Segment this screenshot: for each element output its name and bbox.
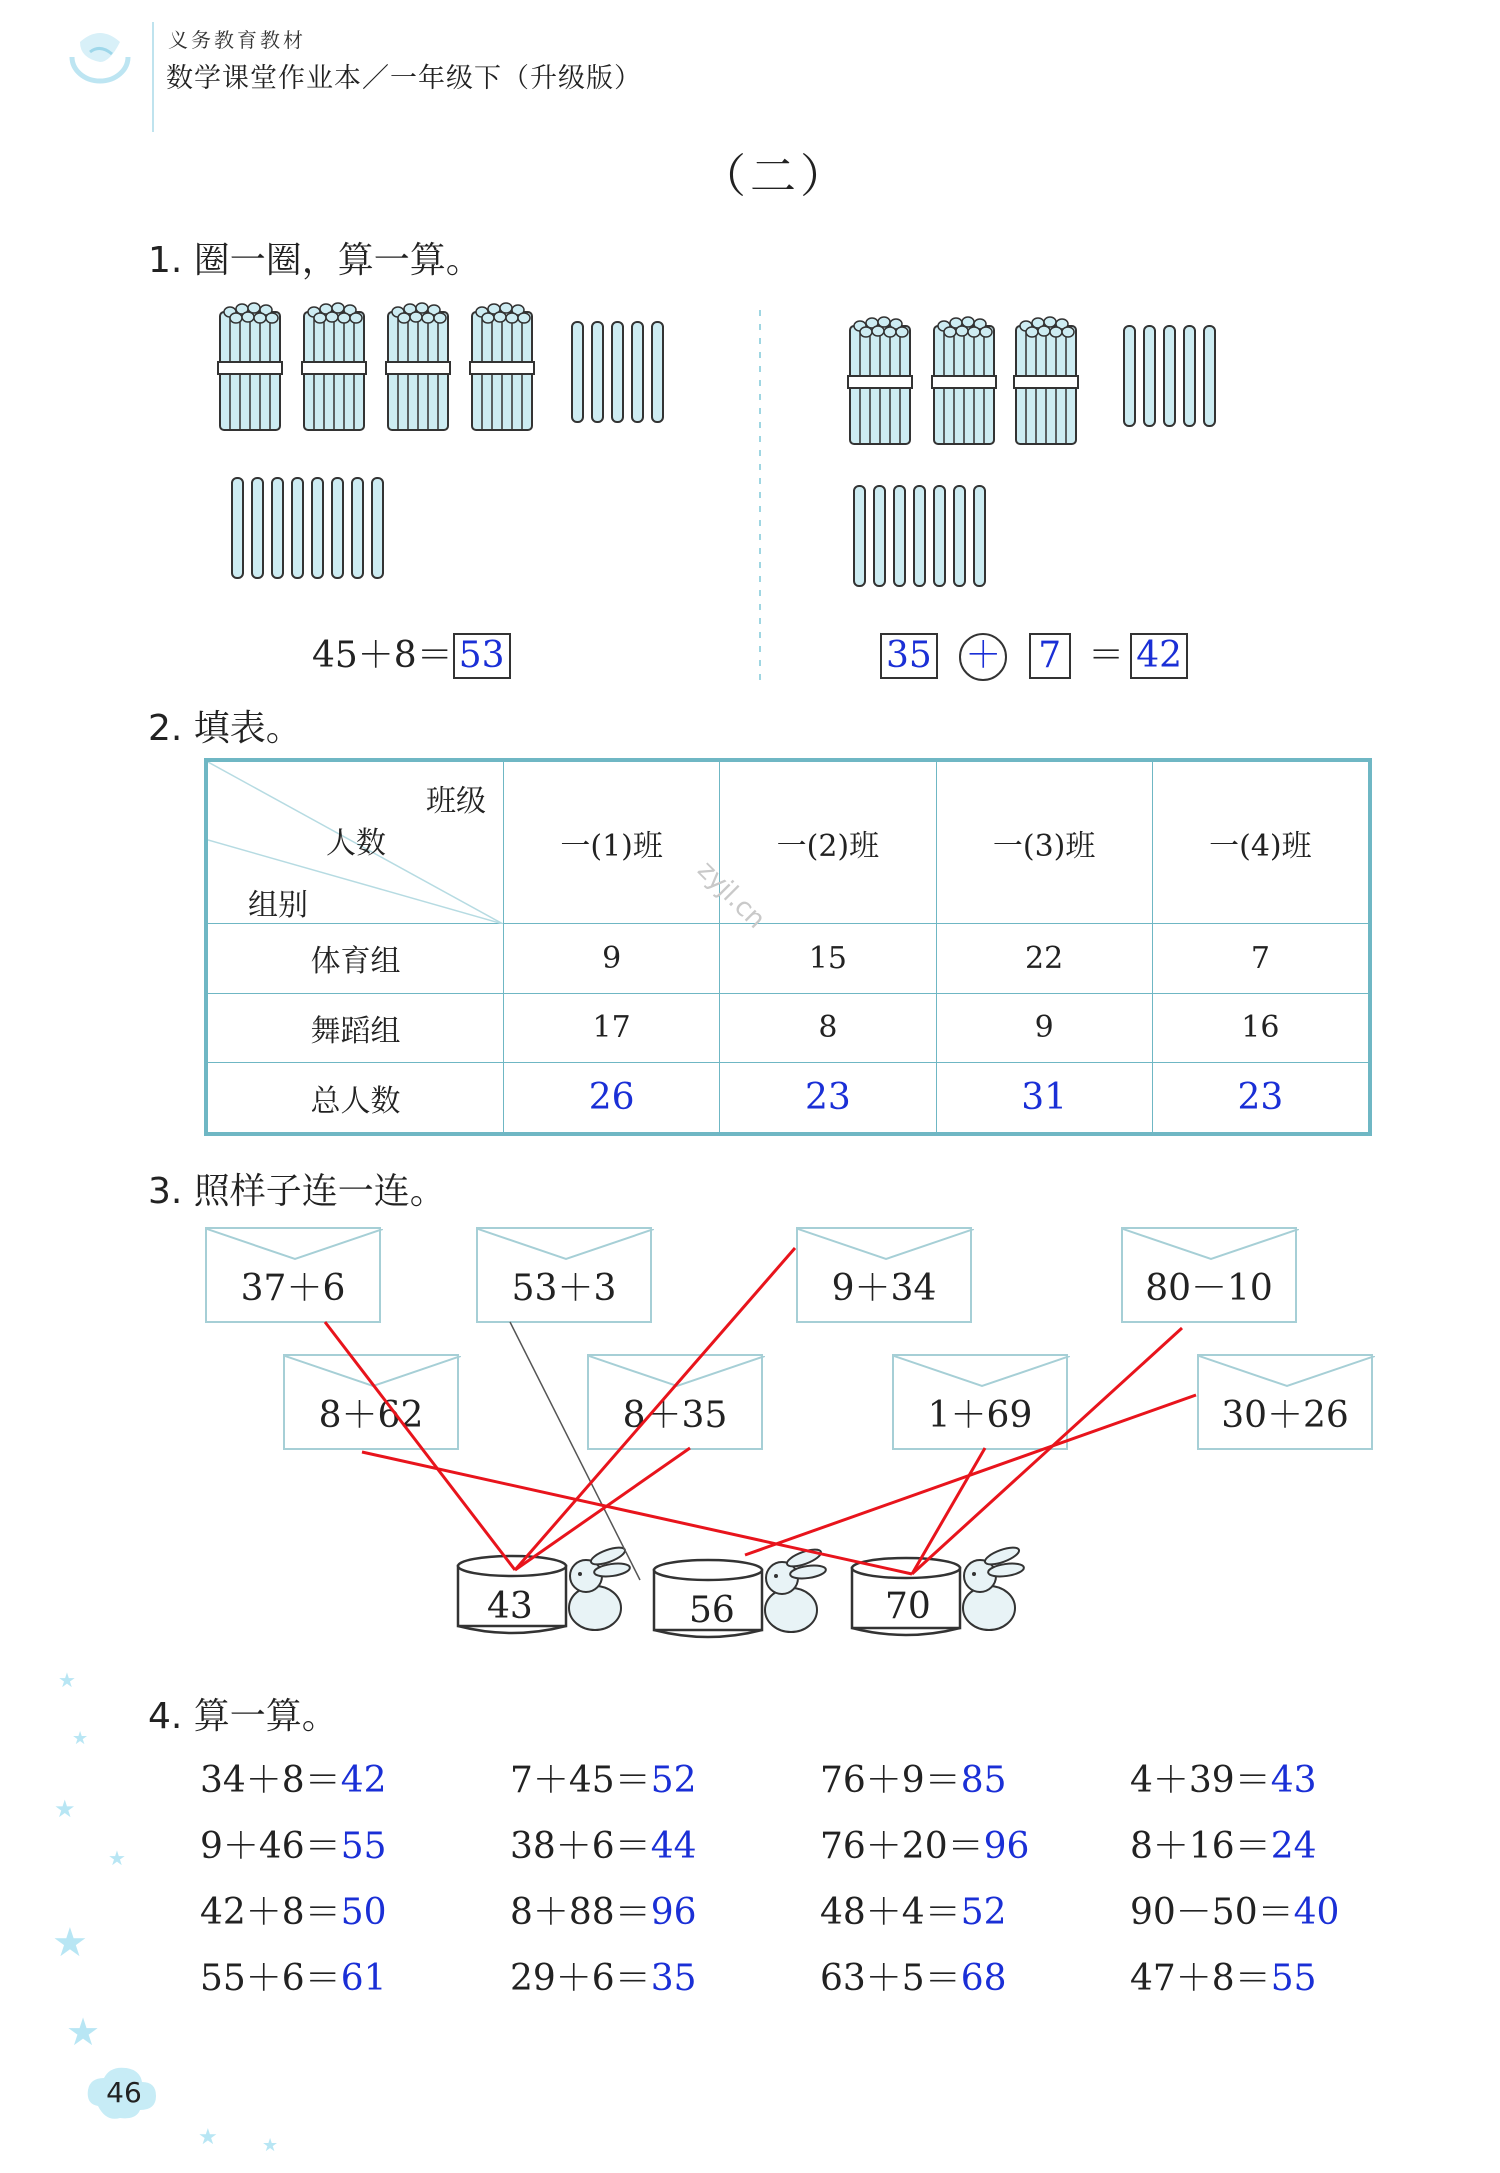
q4-item: [200, 1950, 387, 2001]
star-icon: ★: [52, 1920, 88, 1966]
q4-expr: 76＋9＝: [820, 1760, 961, 1801]
q1-right-addend-b: 7: [1029, 633, 1071, 679]
q3-drum-label: 56: [689, 1590, 735, 1631]
q2-col-header: 一(4)班: [1152, 762, 1368, 924]
q1-right-equals: ＝: [1088, 635, 1125, 676]
q4-answer: 96: [983, 1826, 1030, 1867]
q4-answer: 43: [1270, 1760, 1317, 1801]
q4-expr: 34＋8＝: [200, 1760, 341, 1801]
q4-item: [1130, 1752, 1317, 1803]
q1-left-answer-box: 53: [453, 633, 511, 679]
q3-title: 3. 照样子连一连。: [148, 1171, 446, 1212]
header-series: 义务教育教材: [168, 28, 306, 52]
q3-envelope-label: 80－10: [1145, 1268, 1273, 1309]
q1-title: 1. 圈一圈，算一算。: [148, 240, 482, 281]
q3-envelope-label: 8＋62: [318, 1395, 424, 1436]
q4-answer: 96: [650, 1892, 697, 1933]
q2-col-header: 一(3)班: [936, 762, 1152, 924]
q3-envelope-label: 30＋26: [1221, 1395, 1349, 1436]
q1-left-expression: 45＋8＝: [312, 635, 453, 676]
q4-item: [510, 1884, 697, 1935]
q4-item: [200, 1752, 387, 1803]
q2-cell: 9: [504, 924, 720, 994]
q3-envelope-label: 53＋3: [511, 1268, 617, 1309]
q2-col-header: 一(1)班: [504, 762, 720, 924]
q4-answer: 35: [650, 1958, 697, 1999]
header-title: 数学课堂作业本／一年级下（升级版）: [166, 63, 642, 94]
q2-row-label: 舞蹈组: [208, 993, 504, 1063]
q2-corner-class: 班级: [426, 784, 486, 819]
star-icon: ★: [72, 1728, 89, 1749]
star-icon: ★: [108, 1846, 126, 1870]
q2-title: 2. 填表。: [148, 708, 302, 749]
q3-drum-label: 43: [487, 1586, 533, 1627]
page-number-cloud: [84, 2062, 164, 2126]
q4-expr: 8＋88＝: [510, 1892, 651, 1933]
star-icon: ★: [58, 1668, 76, 1692]
q4-item: [510, 1950, 697, 2001]
q4-answer: 55: [340, 1826, 387, 1867]
q2-total-cell: 26: [504, 1063, 720, 1133]
q1-right-answer-box: 42: [1130, 633, 1188, 679]
star-icon: ★: [66, 2010, 101, 2054]
q4-expr: 9＋46＝: [200, 1826, 341, 1867]
q2-total-cell: 31: [936, 1063, 1152, 1133]
q3-envelope-label: 1＋69: [927, 1395, 1033, 1436]
q2-cell: 15: [720, 924, 936, 994]
q4-expr: 76＋20＝: [820, 1826, 984, 1867]
q4-answer: 44: [650, 1826, 697, 1867]
q4-expr: 47＋8＝: [1130, 1958, 1271, 1999]
q4-answer: 24: [1270, 1826, 1317, 1867]
q2-cell: 16: [1152, 993, 1368, 1063]
page-number: 46: [106, 2076, 142, 2109]
q2-corner-count: 人数: [326, 826, 386, 861]
q4-answer: 68: [960, 1958, 1007, 1999]
q4-answer: 55: [1270, 1958, 1317, 1999]
page-title: （二）: [700, 149, 850, 203]
q3-envelope-label: 37＋6: [240, 1268, 346, 1309]
q4-expr: 48＋4＝: [820, 1892, 961, 1933]
q4-title: 4. 算一算。: [148, 1696, 338, 1737]
q4-expr: 38＋6＝: [510, 1826, 651, 1867]
q4-expr: 63＋5＝: [820, 1958, 961, 1999]
q4-item: [820, 1752, 1007, 1803]
q2-total-cell: 23: [1152, 1063, 1368, 1133]
q1-right-operator: ＋: [959, 633, 1007, 681]
q4-item: [820, 1818, 1029, 1869]
q3-drum-label: 70: [885, 1586, 931, 1627]
q4-answer: 40: [1293, 1892, 1340, 1933]
q4-item: [510, 1818, 697, 1869]
q4-item: [1130, 1818, 1317, 1869]
q2-cell: 17: [504, 993, 720, 1063]
q3-envelope-label: 8＋35: [622, 1395, 728, 1436]
q4-item: [200, 1818, 387, 1869]
star-icon: ★: [198, 2125, 218, 2150]
star-icon: ★: [54, 1795, 76, 1823]
q3-envelope-label: 9＋34: [831, 1268, 937, 1309]
q4-item: [200, 1884, 387, 1935]
q4-expr: 29＋6＝: [510, 1958, 651, 1999]
q4-answer: 52: [960, 1892, 1007, 1933]
q4-item: [820, 1884, 1007, 1935]
q4-answer: 50: [340, 1892, 387, 1933]
q2-total-label: 总人数: [208, 1063, 504, 1133]
watermark: zyjl.cn: [691, 855, 772, 935]
q4-expr: 4＋39＝: [1130, 1760, 1271, 1801]
q2-corner-group: 组别: [248, 888, 308, 923]
q2-cell: 22: [936, 924, 1152, 994]
q4-item: [510, 1752, 697, 1803]
q2-row-label: 体育组: [208, 924, 504, 994]
q4-item: [1130, 1950, 1317, 2001]
q1-right-addend-a: 35: [880, 633, 938, 679]
q4-answer: 85: [960, 1760, 1007, 1801]
q4-item: [820, 1950, 1007, 2001]
q2-cell: 9: [936, 993, 1152, 1063]
q4-answer: 42: [340, 1760, 387, 1801]
star-icon: ★: [262, 2135, 279, 2156]
q4-answer: 52: [650, 1760, 697, 1801]
q4-item: [1130, 1884, 1339, 1935]
q4-expr: 7＋45＝: [510, 1760, 651, 1801]
q4-answer: 61: [340, 1958, 387, 1999]
q2-col-header: 一(2)班: [720, 762, 936, 924]
q2-total-cell: 23: [720, 1063, 936, 1133]
q2-cell: 7: [1152, 924, 1368, 994]
q4-expr: 42＋8＝: [200, 1892, 341, 1933]
q2-cell: 8: [720, 993, 936, 1063]
q4-expr: 8＋16＝: [1130, 1826, 1271, 1867]
q4-expr: 55＋6＝: [200, 1958, 341, 1999]
q4-expr: 90－50＝: [1130, 1892, 1294, 1933]
